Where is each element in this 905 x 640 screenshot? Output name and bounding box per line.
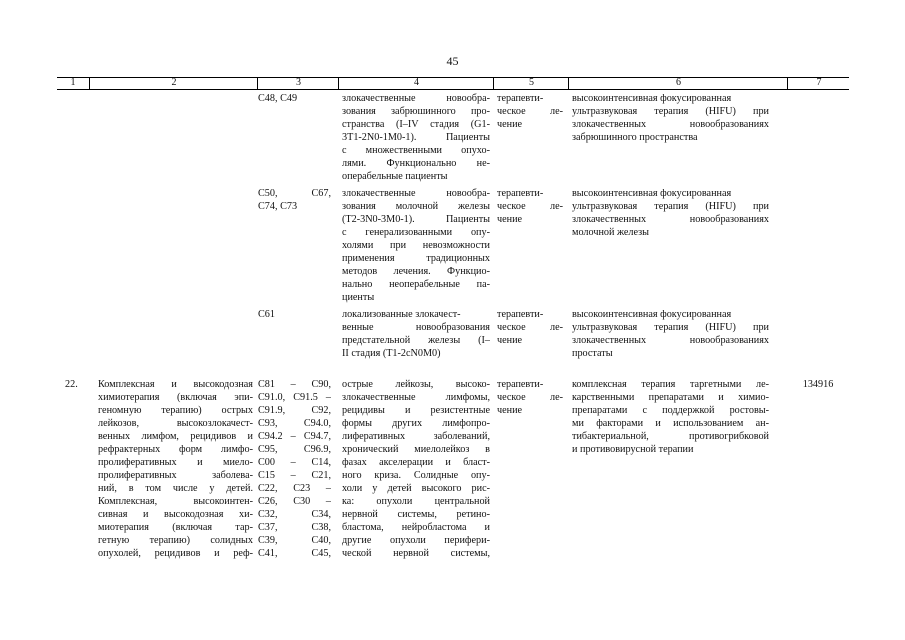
row1-icd-line: C48, C49 xyxy=(258,93,298,104)
row1-method-line: ультразвуковая терапия (HIFU) при xyxy=(572,106,769,117)
row2-disease-line: с генерализованными опу- xyxy=(342,227,490,238)
row4-care-line: рефрактерных форм лимфо- xyxy=(98,444,253,455)
row4-care-line: ний, в том числе у детей. xyxy=(98,483,253,494)
row4-treatment-type xyxy=(497,378,563,417)
row2-disease-line: применения традиционных xyxy=(342,253,490,264)
row4-care-line: геномную терапию) острых xyxy=(98,405,253,416)
row3-disease-line: локализованные злокачест- xyxy=(342,309,461,320)
row4-method-line: препаратами с поддержкой ростовы- xyxy=(572,405,769,416)
row4-cost xyxy=(792,378,844,391)
row2-disease-line: злокачественные новообра- xyxy=(342,188,490,199)
row4-icd-line: C94.2 – C94.7, xyxy=(258,431,331,442)
column-number-4: 4 xyxy=(338,77,494,89)
column-number-row xyxy=(57,77,849,89)
row4-care-line: лейкозов, высокозлокачест- xyxy=(98,418,253,429)
row2-disease-line: методов лечения. Функцио- xyxy=(342,266,490,277)
row4-treatment-line: чение xyxy=(497,405,523,416)
row4-care-line: сивная и высокодозная хи- xyxy=(98,509,253,520)
row2-disease-line: холями при невозможности xyxy=(342,240,490,251)
row1-disease-line: лями. Функционально не- xyxy=(342,158,490,169)
row3-disease-model xyxy=(342,308,490,360)
row2-disease-model xyxy=(342,187,490,304)
row4-care-line: химиотерапия (включая эпи- xyxy=(98,392,253,403)
row4-disease-line: ческой нервной системы, xyxy=(342,548,490,559)
row2-method-line: злокачественных новообразованиях xyxy=(572,214,769,225)
row4-disease-line: ного криза. Солидные опу- xyxy=(342,470,490,481)
row4-disease-line: ка: опухоли центральной xyxy=(342,496,490,507)
column-number-5: 5 xyxy=(493,77,569,89)
row4-icd-line: C81 – C90, xyxy=(258,379,331,390)
row2-icd-line: C74, C73 xyxy=(258,201,298,212)
row4-method-line: комплексная терапия таргетными ле- xyxy=(572,379,769,390)
row4-disease-line: острые лейкозы, высоко- xyxy=(342,379,490,390)
row4-care-line: венных лимфом, рецидивов и xyxy=(98,431,253,442)
row1-method-line: злокачественных новообразованиях xyxy=(572,119,769,130)
row4-disease-line: рецидивы и резистентные xyxy=(342,405,490,416)
row4-disease-line: холи у детей высокого рис- xyxy=(342,483,490,494)
row2-disease-line: нально неоперабельные па- xyxy=(342,279,490,290)
row1-method-line: высокоинтенсивная фокусированная xyxy=(572,93,732,104)
row4-method-line: ми факторами и использованием ан- xyxy=(572,418,769,429)
row4-disease-line: нервной системы, ретино- xyxy=(342,509,490,520)
row2-disease-line: циенты xyxy=(342,292,375,303)
row4-cost-value: 134916 xyxy=(802,379,834,390)
row2-method-line: ультразвуковая терапия (HIFU) при xyxy=(572,201,769,212)
row3-disease-line: венные новообразования xyxy=(342,322,490,333)
row1-treatment-type xyxy=(497,92,563,131)
row3-method-line: высокоинтенсивная фокусированная xyxy=(572,309,732,320)
row2-treatment-line: терапевти- xyxy=(497,188,544,199)
row2-treatment-type xyxy=(497,187,563,226)
row3-method-line: простаты xyxy=(572,348,613,359)
row3-method-line: злокачественных новообразованиях xyxy=(572,335,769,346)
row1-disease-line: с множественными опухо- xyxy=(342,145,490,156)
row2-method-line: молочной железы xyxy=(572,227,650,238)
row2-treatment-line: ческое ле- xyxy=(497,201,563,212)
row4-icd-line: C95, C96.9, xyxy=(258,444,331,455)
row1-disease-line: зования забрюшинного про- xyxy=(342,106,490,117)
row2-icd-line: C50, C67, xyxy=(258,188,331,199)
row2-treatment-line: чение xyxy=(497,214,523,225)
row4-treatment-line: терапевти- xyxy=(497,379,544,390)
row1-treatment-method xyxy=(572,92,769,144)
row1-treatment-line: ческое ле- xyxy=(497,106,563,117)
page-number: 45 xyxy=(446,54,459,68)
row4-disease-line: другие опухоли перифери- xyxy=(342,535,490,546)
column-number-3: 3 xyxy=(257,77,339,89)
column-number-2: 2 xyxy=(89,77,258,89)
row2-disease-line: зования молочной железы xyxy=(342,201,490,212)
row1-disease-model xyxy=(342,92,490,183)
row4-disease-line: лиферативных заболеваний, xyxy=(342,431,490,442)
row4-number-line: 22. xyxy=(65,379,78,390)
row4-icd-line: C91.9, C92, xyxy=(258,405,331,416)
row4-method-line: тибактериальной, противогрибковой xyxy=(572,431,769,442)
row4-icd-line: C41, C45, xyxy=(258,548,331,559)
row2-treatment-method xyxy=(572,187,769,239)
row1-method-line: забрюшинного пространства xyxy=(572,132,698,143)
row4-icd-line: C26, C30 – xyxy=(258,496,331,507)
row4-care-line: пролиферативных заболева- xyxy=(98,470,253,481)
row4-icd-line: C37, C38, xyxy=(258,522,331,533)
row4-icd-line: C91.0, C91.5 – xyxy=(258,392,331,403)
row4-icd-line: C15 – C21, xyxy=(258,470,331,481)
row3-treatment-line: ческое ле- xyxy=(497,322,563,333)
row3-treatment-line: терапевти- xyxy=(497,309,544,320)
row1-disease-line: странства (I–IV стадия (G1- xyxy=(342,119,490,130)
row4-treatment-method xyxy=(572,378,769,456)
row4-care-line: опухолей, рецидивов и реф- xyxy=(98,548,253,559)
row4-disease-line: фазах акселерации и бласт- xyxy=(342,457,490,468)
row3-icd-line: C61 xyxy=(258,309,275,320)
row3-icd-codes xyxy=(258,308,331,321)
row3-disease-line: II стадия (T1-2cN0M0) xyxy=(342,348,441,359)
row3-disease-line: предстательной железы (I– xyxy=(342,335,490,346)
row3-method-line: ультразвуковая терапия (HIFU) при xyxy=(572,322,769,333)
row4-icd-line: C93, C94.0, xyxy=(258,418,331,429)
row1-disease-line: злокачественные новообра- xyxy=(342,93,490,104)
row2-method-line: высокоинтенсивная фокусированная xyxy=(572,188,732,199)
column-number-7: 7 xyxy=(787,77,850,89)
row4-disease-line: злокачественные лимфомы, xyxy=(342,392,490,403)
row4-icd-line: C39, C40, xyxy=(258,535,331,546)
row4-method-line: карственными препаратами и химио- xyxy=(572,392,769,403)
header-bottom-rule xyxy=(57,89,849,90)
row1-icd-codes xyxy=(258,92,331,105)
row1-disease-line: операбельные пациенты xyxy=(342,171,448,182)
row4-care-type xyxy=(98,378,253,560)
column-number-6: 6 xyxy=(568,77,788,89)
row4-care-line: Комплексная, высокоинтен- xyxy=(98,496,253,507)
row4-disease-line: хронический миелолейкоз в xyxy=(342,444,490,455)
row4-item-number xyxy=(65,378,87,391)
row4-treatment-line: ческое ле- xyxy=(497,392,563,403)
row4-icd-line: C00 – C14, xyxy=(258,457,331,468)
row3-treatment-line: чение xyxy=(497,335,523,346)
row4-disease-line: бластома, нейробластома и xyxy=(342,522,490,533)
row4-care-line: гетную терапию) солидных xyxy=(98,535,253,546)
row1-treatment-line: чение xyxy=(497,119,523,130)
row2-icd-codes xyxy=(258,187,331,213)
row4-method-line: и противовирусной терапии xyxy=(572,444,694,455)
row4-care-line: миотерапия (включая тар- xyxy=(98,522,253,533)
row4-disease-line: формы других лимфопро- xyxy=(342,418,490,429)
row4-icd-line: C22, C23 – xyxy=(258,483,331,494)
row3-treatment-method xyxy=(572,308,769,360)
row4-icd-codes xyxy=(258,378,331,560)
row4-disease-model xyxy=(342,378,490,560)
row3-treatment-type xyxy=(497,308,563,347)
row4-care-line: Комплексная и высокодозная xyxy=(98,379,253,390)
row1-disease-line: 3T1-2N0-1M0-1). Пациенты xyxy=(342,132,490,143)
row2-disease-line: (T2-3N0-3M0-1). Пациенты xyxy=(342,214,490,225)
column-number-1: 1 xyxy=(70,77,76,88)
row4-care-line: пролиферативных и миело- xyxy=(98,457,253,468)
row1-treatment-line: терапевти- xyxy=(497,93,544,104)
row4-icd-line: C32, C34, xyxy=(258,509,331,520)
